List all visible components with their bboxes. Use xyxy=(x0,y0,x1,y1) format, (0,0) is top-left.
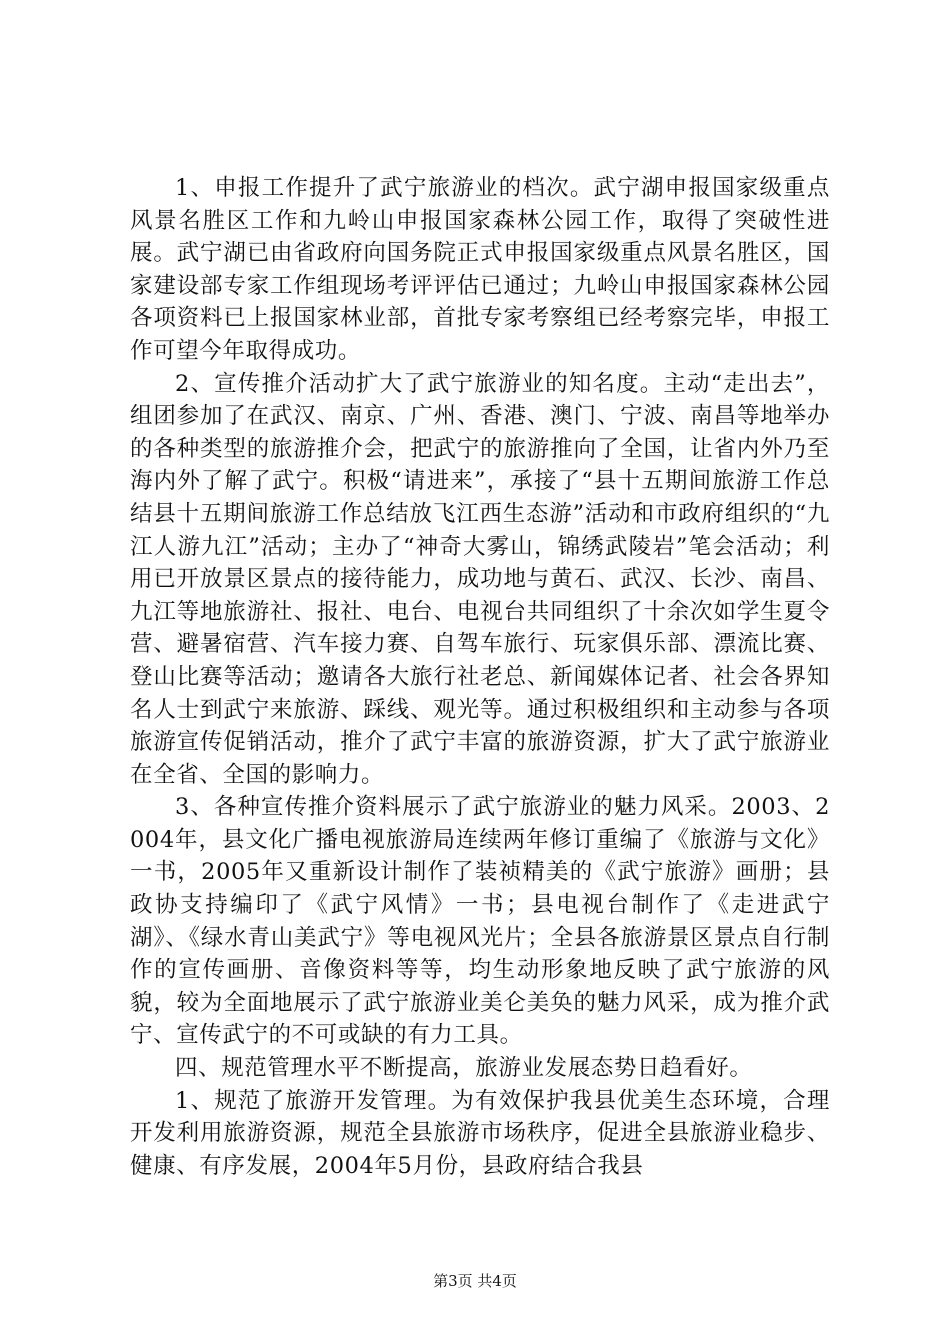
paragraph: 1、申报工作提升了武宁旅游业的档次。武宁湖申报国家级重点风景名胜区工作和九岭山申报国家森林公园工作，取得了突破性进展。武宁湖已由省政府向国务院正式申报国家级重点风景名胜区，国家建设部专家工作组现场考评评估已通过；九岭山申报国家森林公园各项资料已上报国家林业部，首批专家考察组已经考察完毕，申报工作可望今年取得成功。 xyxy=(130,175,830,364)
page-number-footer: 第3页 共4页 xyxy=(433,1272,517,1290)
paragraph: 3、各种宣传推介资料展示了武宁旅游业的魅力风采。2003、2004年，县文化广播电视旅游局连续两年修订重编了《旅游与文化》一书，2005年又重新设计制作了装祯精美的《武宁旅游》画册；县政协支持编印了《武宁风情》一书；县电视台制作了《走进武宁湖》、《绿水青山美武宁》等电视风光片；全县各旅游景区景点自行制作的宣传画册、音像资料等等，均生动形象地反映了武宁旅游的风貌，较为全面地展示了武宁旅游业美仑美奂的魅力风采，成为推介武宁、宣传武宁的不可或缺的有力工具。 xyxy=(130,794,830,1049)
document-body xyxy=(130,172,830,1182)
paragraph: 2、宣传推介活动扩大了武宁旅游业的知名度。主动“走出去”，组团参加了在武汉、南京、广州、香港、澳门、宁波、南昌等地举办的各种类型的旅游推介会，把武宁的旅游推向了全国，让省内外乃至海内外了解了武宁。积极“请进来”，承接了“县十五期间旅游工作总结县十五期间旅游工作总结放飞江西生态游”活动和市政府组织的“九江人游九江”活动；主办了“神奇大雾山，锦绣武陵岩”笔会活动；利用已开放景区景点的接待能力，成功地与黄石、武汉、长沙、南昌、九江等地旅游社、报社、电台、电视台共同组织了十余次如学生夏令营、避暑宿营、汽车接力赛、自驾车旅行、玩家俱乐部、漂流比赛、登山比赛等活动；邀请各大旅行社老总、新闻媒体记者、社会各界知名人士到武宁来旅游、踩线、观光等。通过积极组织和主动参与各项旅游宣传促销活动，推介了武宁丰富的旅游资源，扩大了武宁旅游业在全省、全国的影响力。 xyxy=(130,370,830,788)
section-heading: 四、规范管理水平不断提高，旅游业发展态势日趋看好。 xyxy=(175,1055,753,1082)
paragraph: 1、规范了旅游开发管理。为有效保护我县优美生态环境，合理开发利用旅游资源，规范全县旅游市场秩序，促进全县旅游业稳步、健康、有序发展，2004年5月份，县政府结合我县 xyxy=(130,1087,830,1179)
